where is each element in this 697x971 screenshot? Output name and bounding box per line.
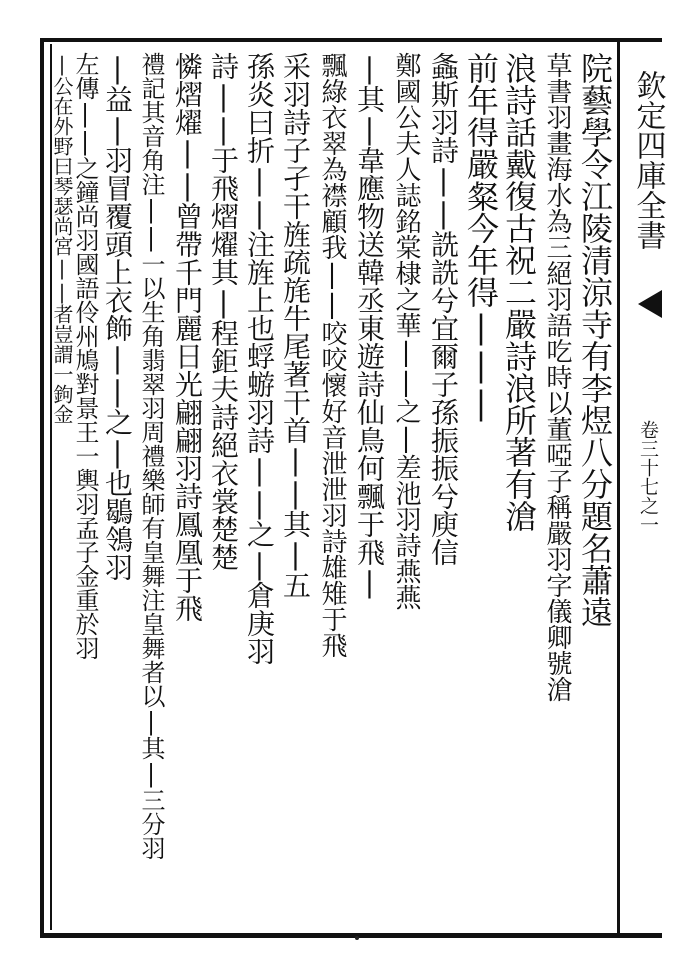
column-text: |益|羽冒覆頭上衣飾||之|也鶡鴒羽 [101, 52, 134, 581]
column-text: 螽斯羽詩||詵詵兮宜爾子孫振振兮庾信 [427, 52, 460, 566]
margin-volume-text: 卷三十七之一 [637, 420, 659, 534]
column-text: 禮記其音角注||一以生角翡翠羽周禮樂師有皇舞注皇舞者以|其|三分羽 [137, 52, 165, 860]
ink-speck [355, 936, 359, 940]
text-column-16 [52, 52, 72, 424]
column-text: 草書羽畫海水為三絕羽語吃時以董啞子稱嚴羽字儀卿號滄 [542, 52, 572, 702]
column-text: 左傳||之鐘尚羽國語伶州鳩對景王一輿羽孟子金重於羽 [71, 52, 99, 660]
column-text: |其|韋應物送韓丞東遊詩仙鳥何飄于飛| [353, 52, 386, 599]
column-text: 詩||于飛熠燿其|程鉅夫詩絕衣裳楚楚 [207, 52, 240, 571]
margin-title [626, 70, 670, 250]
column-text: |公在外野曰琴瑟尚宮||者豈謂一鉤金 [50, 52, 74, 424]
column-text: 鄭國公夫人誌銘棠棣之華||之|差池羽詩燕燕 [391, 52, 421, 610]
fishtail-mark [638, 290, 662, 318]
column-text: 浪詩話戴復古祝二嚴詩浪所著有滄 [500, 52, 538, 532]
column-text: 飄綠衣翠為襟顧我||咬咬懷好音泄泄羽詩雄雉于飛 [317, 52, 347, 658]
margin-volume [630, 420, 666, 534]
column-text: 院藝學令江陵清涼寺有李煜八分題名蕭遠 [576, 52, 614, 628]
column-text: 憐熠燿||曾帶千門麗日光翩翩羽詩鳳凰于飛 [171, 52, 204, 622]
margin-title-text: 欽定四庫全書 [630, 70, 666, 250]
column-text: 前年得嚴粲今年得||| [462, 52, 500, 422]
column-text: 孫炎曰折||注旌上也蜉蝣羽詩||之|倉庚羽 [243, 52, 276, 665]
column-text: 采羽詩子孑干旌疏旄牛尾著干首||其|五 [279, 52, 312, 599]
